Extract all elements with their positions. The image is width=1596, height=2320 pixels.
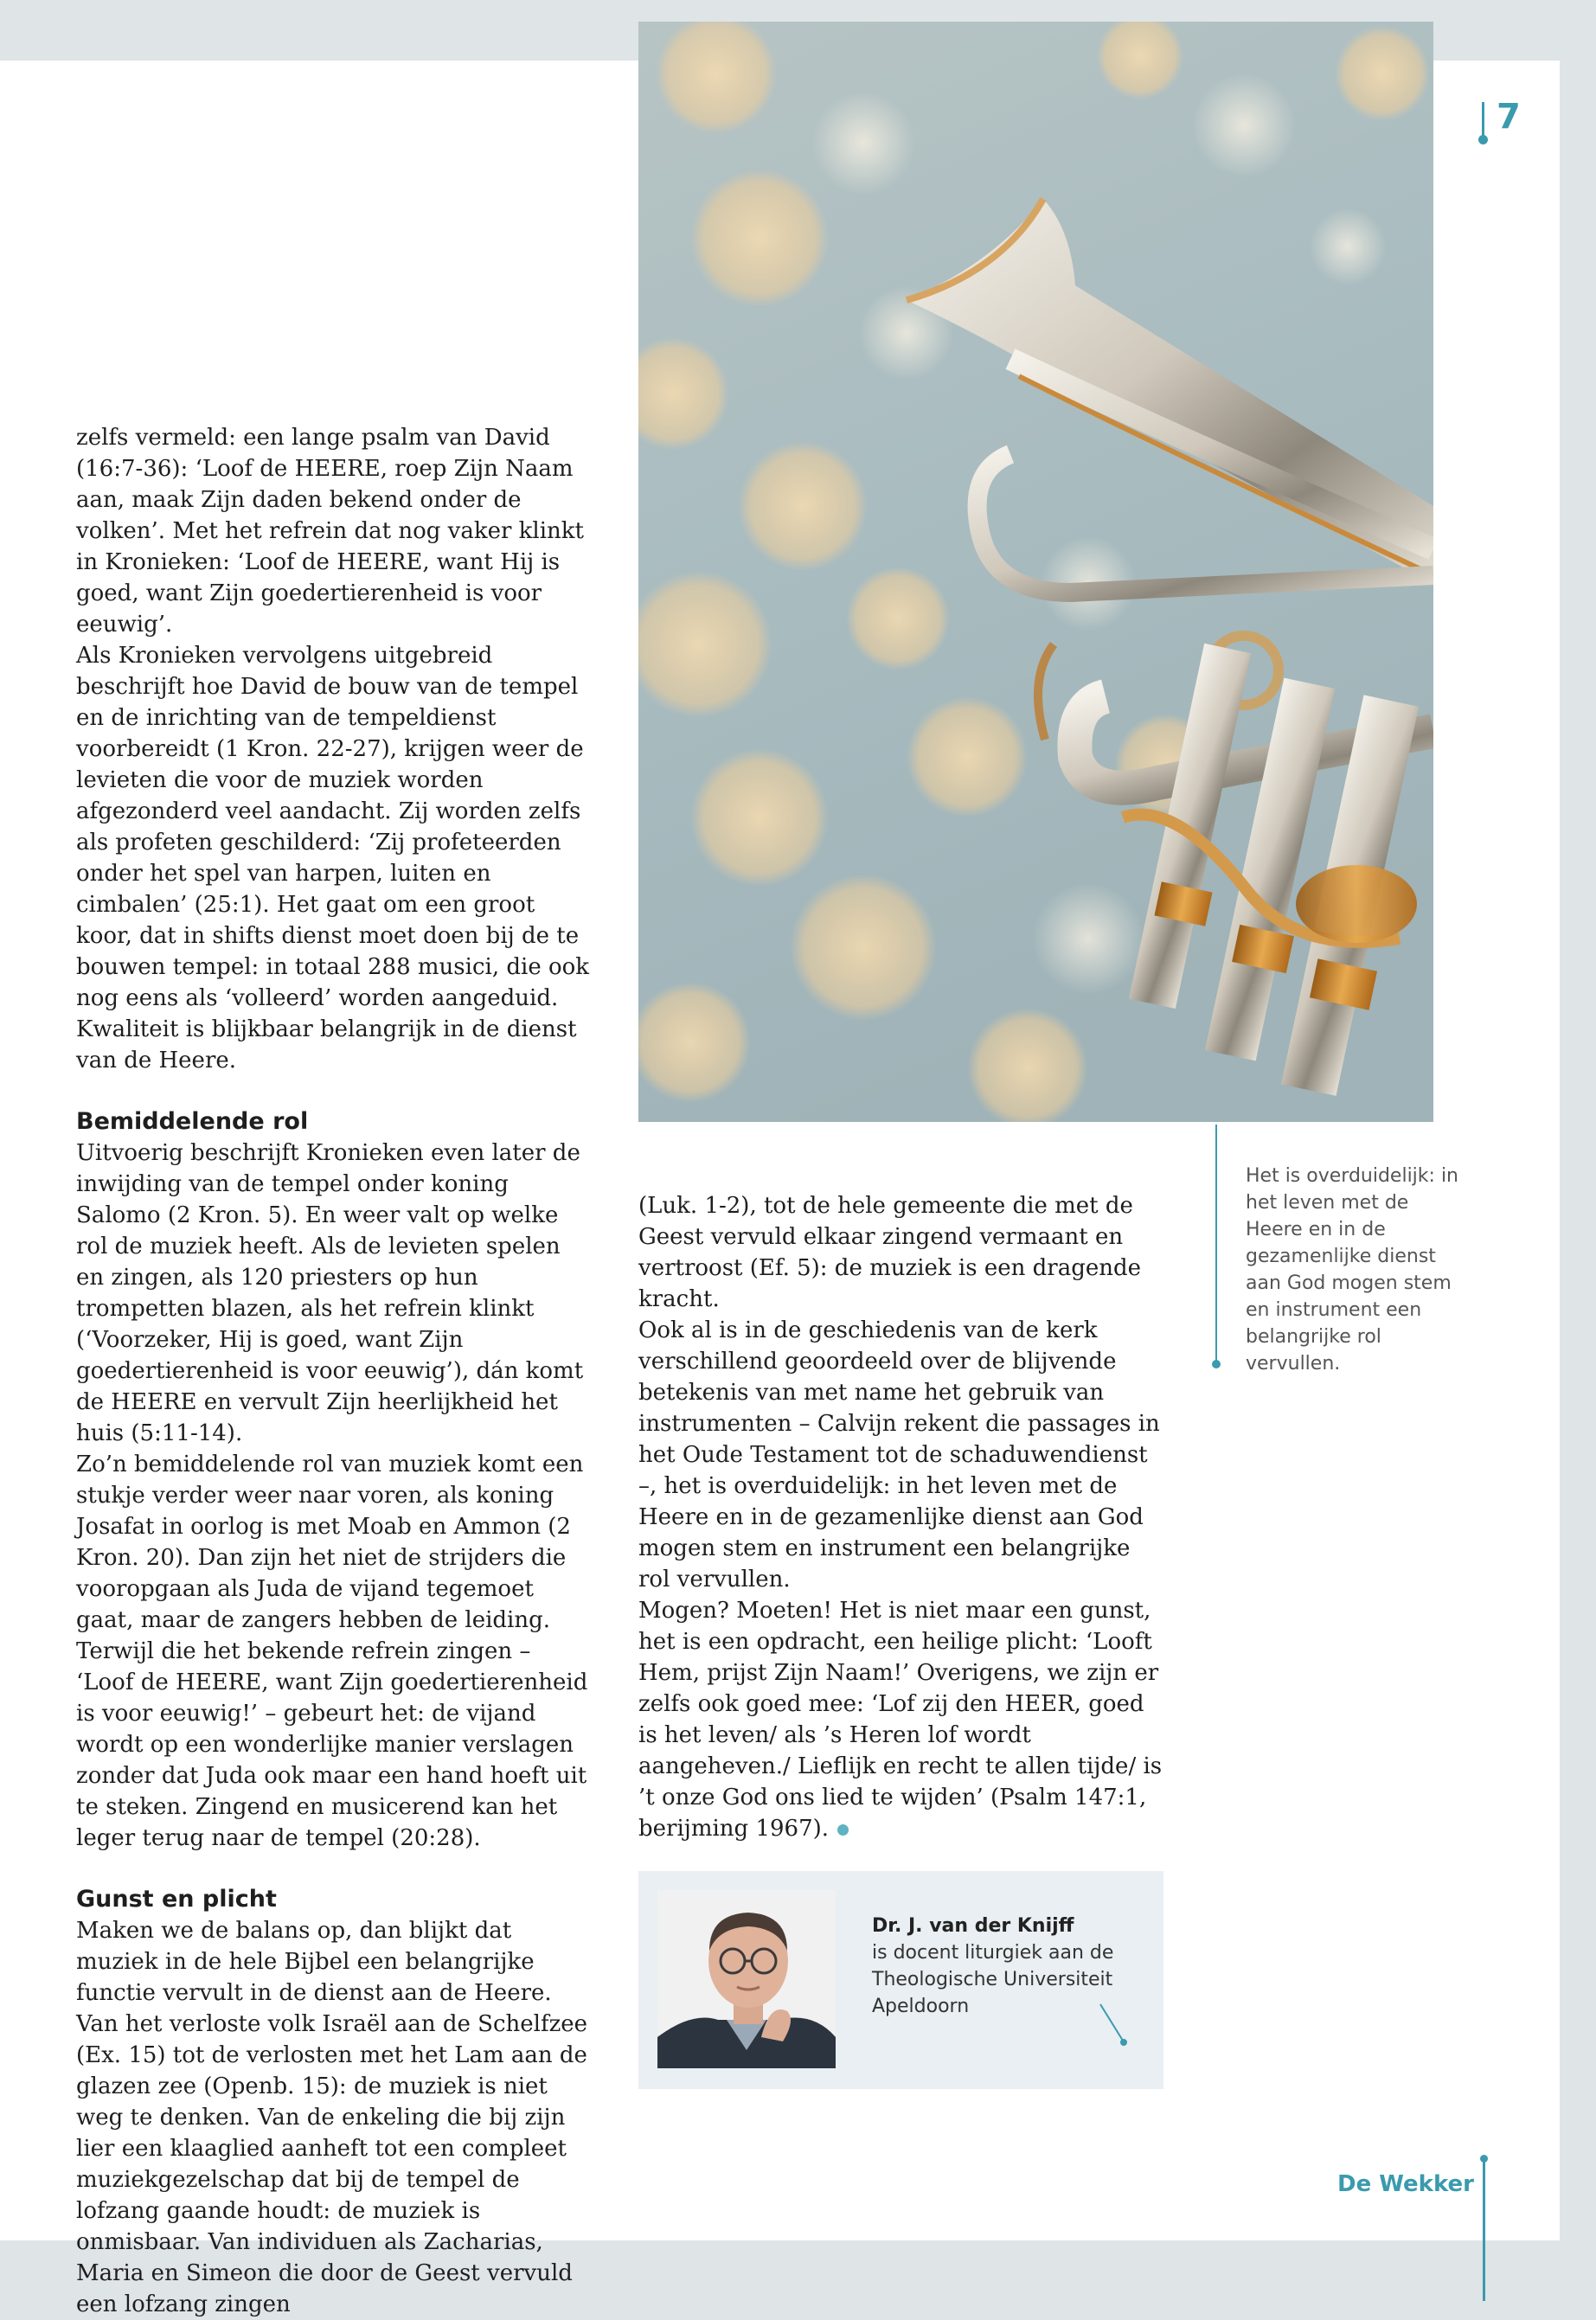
author-bio: is docent liturgiek aan de Theologische Universiteit Apeldoorn — [872, 1942, 1114, 2017]
author-name: Dr. J. van der Knijff — [872, 1915, 1074, 1937]
article-left-column — [76, 422, 595, 2320]
paragraph: Als Kronieken vervolgens uitgebreid beschrijft hoe David de bouw van de tempel en de inrichting van de tempeldienst voorbereidt (1 Kron. 22-27), krijgen weer de levieten die voor de muziek worden afgezonderd veel aandacht. Zij worden zelfs als profeten geschilderd: ‘Zij profeteerden onder het spel van harpen, luiten en cimbalen’ (25:1). Het gaat om een groot koor, dat in shifts dienst moet doen bij de te bouwen tempel: in totaal 288 musici, die ook nog eens als ‘volleerd’ worden aangeduid. Kwaliteit is blijkbaar belangrijk in de dienst van de Heere. — [76, 643, 590, 1073]
page-number-dot — [1478, 135, 1488, 144]
section-heading-gunst-en-plicht: Gunst en plicht — [76, 1886, 277, 1913]
author-box — [638, 1871, 1163, 2089]
paragraph: (Luk. 1-2), tot de hele gemeente die met de Geest vervuld elkaar zingend vermaant en vertroost (Ef. 5): de muziek is een dragende kracht. — [638, 1193, 1142, 1312]
article-middle-column — [638, 1190, 1166, 1844]
author-portrait — [657, 1890, 836, 2068]
decorative-line-icon — [1097, 2001, 1131, 2048]
end-mark-dot — [837, 1824, 849, 1836]
pullquote: Het is overduidelijk: in het leven met de Heere en in de gezamenlijke dienst aan God mogen stem en instrument een belangrijke rol vervullen. — [1246, 1165, 1458, 1375]
pullquote-rule — [1215, 1125, 1217, 1365]
paragraph-final — [638, 1595, 1166, 1844]
trumpet-photo — [638, 22, 1433, 1122]
footer-rule — [1483, 2159, 1485, 2301]
paragraph: Maken we de balans op, dan blijkt dat muziek in de hele Bijbel een belangrijke functie vervult in de dienst aan de Heere. Van het verloste volk Israël aan de Schelfzee (Ex. 15) tot de verlosten met het Lam aan de glazen zee (Openb. 15): de muziek is niet weg te denken. Van de enkeling die bij zijn lier een klaaglied aanheft tot een compleet muziekgezelschap dat bij de tempel de lofzang gaande houdt: de muziek is onmisbaar. Van individuen als Zacharias, Maria en Simeon die door de Geest vervuld een lofzang zingen — [76, 1918, 588, 2317]
paragraph: Uitvoerig beschrijft Kronieken even later de inwijding van de tempel onder koning Salomo (2 Kron. 5). En weer valt op welke rol de muziek heeft. Als de levieten spelen en zingen, als 120 priesters op hun trompetten blazen, als het refrein klinkt (‘Voorzeker, Hij is goed, want Zijn goedertierenheid is voor eeuwig’), dán komt de HEERE en vervult Zijn heerlijkheid het huis (5:11-14). — [76, 1140, 584, 1446]
paragraph: Ook al is in de geschiedenis van de kerk verschillend geoordeeld over de blijvende betekenis van met name het gebruik van instrumenten – Calvijn rekent die passages in het Oude Testament tot de schaduwendienst –, het is overduidelijk: in het leven met de Heere en in de gezamenlijke dienst aan God mogen stem en instrument een belangrijke rol vervullen. — [638, 1317, 1160, 1593]
paragraph: zelfs vermeld: een lange psalm van David (16:7-36): ‘Loof de HEERE, roep Zijn Naam aan, maak Zijn daden bekend onder de volken’. Met het refrein dat nog vaker klinkt in Kronieken: ‘Loof de HEERE, want Hij is goed, want Zijn goedertierenheid is voor eeuwig’. — [76, 425, 585, 638]
pullquote-dot — [1212, 1360, 1221, 1368]
magazine-brand: De Wekker — [1337, 2171, 1474, 2197]
paragraph-text: Mogen? Moeten! Het is niet maar een gunst, het is een opdracht, een heilige plicht: ‘Looft Hem, prijst Zijn Naam!’ Overigens, we zijn er zelfs ook goed mee: ‘Lof zij den HEER, goed is het leven/ als ’s Heren lof wordt aangeheven./ Lieflijk en recht te allen tijde/ is ’t onze God ons lied te wijden’ (Psalm 147:1, berijming 1967). — [638, 1598, 1163, 1842]
paragraph: Zo’n bemiddelende rol van muziek komt een stukje verder weer naar voren, als koning Josafat in oorlog is met Moab en Ammon (2 Kron. 20). Dan zijn het niet de strijders die vooropgaan als Juda de vijand tegemoet gaat, maar de zangers hebben de leiding. Terwijl die het bekende refrein zingen – ‘Loof de HEERE, want Zijn goedertierenheid is voor eeuwig!’ – gebeurt het: de vijand wordt op een wonderlijke manier verslagen zonder dat Juda ook maar een hand hoeft uit te steken. Zingend en musicerend kan het leger terug naar de tempel (20:28). — [76, 1452, 588, 1851]
page-number: 7 — [1497, 97, 1521, 137]
section-heading-bemiddelende-rol: Bemiddelende rol — [76, 1108, 309, 1135]
